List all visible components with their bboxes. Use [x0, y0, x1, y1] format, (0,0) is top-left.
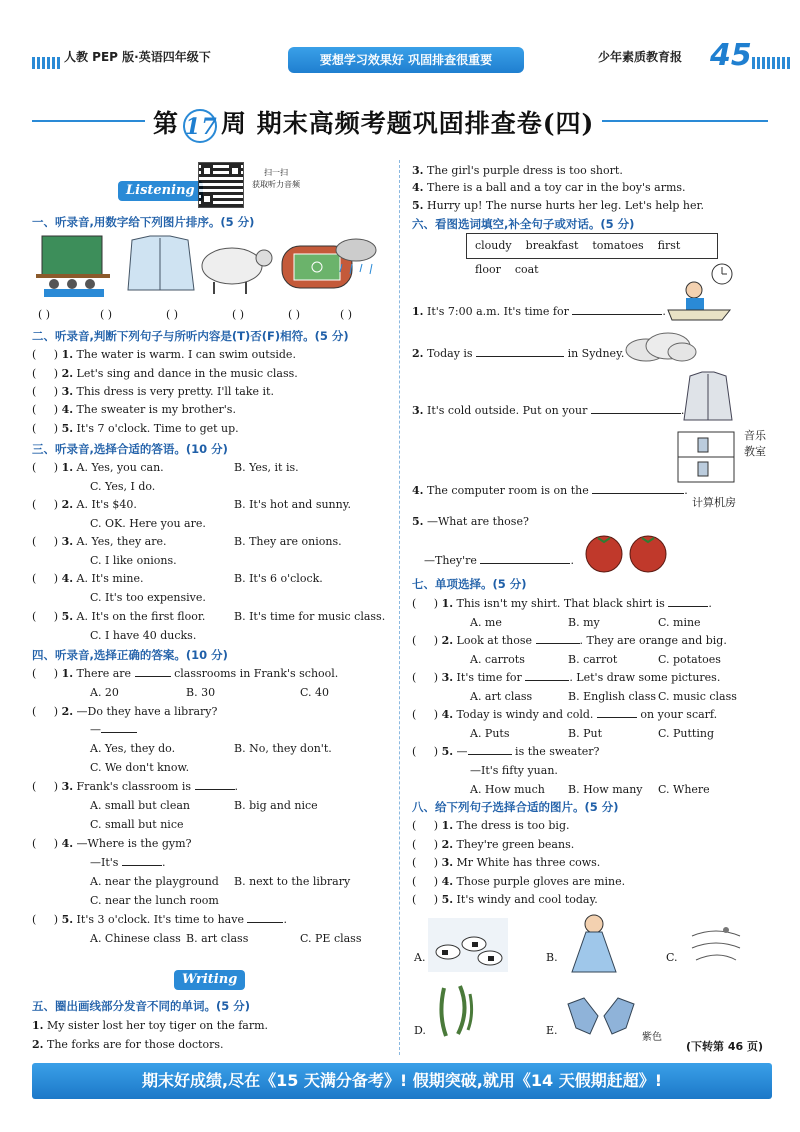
header-book-title: 人教 PEP 版·英语四年级下	[64, 50, 211, 64]
section-2-heading: 二、听录音,判断下列句子与所听内容是(T)否(F)相符。(5 分)	[32, 329, 349, 343]
s8-item: ( ) 1. The dress is too big.	[412, 819, 570, 832]
s7-q3-b: B. English class	[568, 690, 657, 703]
rain-picture	[332, 236, 384, 282]
s5-item: 2. The forks are for those doctors.	[32, 1038, 224, 1051]
cows-picture	[428, 918, 508, 972]
s6-item-5: 5. —What are those?	[412, 515, 529, 528]
s5-item: 1. My sister lost her toy tiger on the farm.	[32, 1019, 269, 1032]
qr-code[interactable]	[198, 162, 244, 208]
s6-item-4: 4. The computer room is on the .	[412, 484, 688, 497]
s6-item-3: 3. It's cold outside. Put on your .	[412, 404, 685, 417]
s7-q5-c: C. Where	[658, 783, 710, 796]
s7-q5-line2: —It's fifty yuan.	[470, 764, 558, 777]
column-divider	[399, 160, 400, 1055]
s5-item: 5. Hurry up! The nurse hurts her leg. Let's help her.	[412, 199, 705, 212]
s4-q2-blank: —	[90, 723, 137, 736]
s3-item-1: ( ) 1. A. Yes, you can.	[32, 461, 164, 474]
classroom-picture	[36, 236, 110, 297]
section-6-heading: 六、看图选词填空,补全句子或对话。(5 分)	[412, 217, 635, 231]
s8-item: ( ) 3. Mr White has three cows.	[412, 856, 601, 869]
s7-q3-c: C. music class	[658, 690, 737, 703]
s4-q4-b: B. next to the library	[234, 875, 351, 888]
s4-q4-blank: —It's .	[90, 856, 166, 869]
s3-item-3: ( ) 3. A. Yes, they are.	[32, 535, 167, 548]
s4-q1: ( ) 1. There are classrooms in Frank's school.	[32, 667, 339, 680]
s4-q1-c: C. 40	[300, 686, 330, 699]
s4-q2-b: B. No, they don't.	[234, 742, 332, 755]
s3-item-4-c: C. It's too expensive.	[90, 591, 206, 604]
s6-item-5-answer: —They're .	[424, 554, 574, 567]
purple-gloves-picture	[564, 994, 638, 1038]
s7-q3: ( ) 3. It's time for . Let's draw some pictures.	[412, 671, 721, 684]
s4-q5: ( ) 5. It's 3 o'clock. It's time to have .	[32, 913, 287, 926]
s4-q4-a: A. near the playground	[90, 875, 219, 888]
s3-item-2: ( ) 2. A. It's $40.	[32, 498, 137, 511]
s7-q5: ( ) 5. — is the sweater?	[412, 745, 600, 758]
section-3-heading: 三、听录音,选择合适的答语。(10 分)	[32, 442, 228, 456]
s3-item-3-c: C. I like onions.	[90, 554, 177, 567]
header-stripes-right	[752, 57, 792, 69]
option-label-b: B.	[546, 951, 558, 964]
s4-q2: ( ) 2. —Do they have a library?	[32, 705, 218, 718]
computer-room-label: 计算机房	[692, 496, 736, 509]
s3-item-1-c: C. Yes, I do.	[90, 480, 156, 493]
s7-q5-a: A. How much	[470, 783, 545, 796]
section-8-heading: 八、给下列句子选择合适的图片。(5 分)	[412, 800, 619, 814]
s5-item: 4. There is a ball and a toy car in the boy's arms.	[412, 181, 686, 194]
breakfast-boy-picture	[666, 262, 738, 322]
cloud-picture	[620, 330, 700, 364]
s7-q1-b: B. my	[568, 616, 600, 629]
s4-q5-c: C. PE class	[300, 932, 362, 945]
s4-q4: ( ) 4. —Where is the gym?	[32, 837, 192, 850]
s8-item: ( ) 5. It's windy and cool today.	[412, 893, 598, 906]
footer-banner: 期末好成绩,尽在《15 天满分备考》! 假期突破,就用《14 天假期赶超》!	[32, 1063, 772, 1099]
s1-paren-3[interactable]: ( )	[166, 308, 179, 321]
s7-q2-c: C. potatoes	[658, 653, 721, 666]
word-bank-item: tomatoes	[592, 239, 644, 252]
s6-item-2: 2. Today is in Sydney.	[412, 347, 625, 360]
s7-q2-b: B. carrot	[568, 653, 618, 666]
s3-item-5-b: B. It's time for music class.	[234, 610, 386, 623]
s5-item: 3. The girl's purple dress is too short.	[412, 164, 623, 177]
s1-paren-1[interactable]: ( )	[38, 308, 51, 321]
s7-q1-c: C. mine	[658, 616, 701, 629]
s8-item: ( ) 2. They're green beans.	[412, 838, 575, 851]
purple-note: 紫色	[642, 1032, 662, 1043]
option-label-d: D.	[414, 1024, 426, 1037]
s7-q4-b: B. Put	[568, 727, 602, 740]
s4-q4-c: C. near the lunch room	[90, 894, 219, 907]
word-bank-item: first floor	[475, 239, 681, 276]
s3-item-5: ( ) 5. A. It's on the first floor.	[32, 610, 206, 623]
jacket-picture	[128, 236, 194, 290]
s6-item-1: 1. It's 7:00 a.m. It's time for .	[412, 305, 666, 318]
s3-item-1-b: B. Yes, it is.	[234, 461, 299, 474]
s7-q4-a: A. Puts	[470, 727, 510, 740]
s7-q1-a: A. me	[470, 616, 502, 629]
page-title: 第 17 周 期末高频考题巩固排查卷(四)	[145, 104, 602, 143]
word-bank	[466, 233, 718, 276]
option-label-c: C.	[666, 951, 678, 964]
s2-item: ( ) 5. It's 7 o'clock. Time to get up.	[32, 422, 239, 435]
section-1-heading: 一、听录音,用数字给下列图片排序。(5 分)	[32, 215, 255, 229]
coat-picture	[680, 370, 736, 424]
s2-item: ( ) 2. Let's sing and dance in the music class.	[32, 367, 298, 380]
word-bank-item: cloudy	[475, 239, 512, 252]
s2-item: ( ) 1. The water is warm. I can swim outside.	[32, 348, 296, 361]
listening-pictures	[32, 232, 372, 300]
s3-item-4: ( ) 4. A. It's mine.	[32, 572, 144, 585]
s1-paren-4[interactable]: ( )	[232, 308, 245, 321]
page-number: 45	[710, 38, 752, 73]
sheep-picture	[202, 248, 272, 294]
section-7-heading: 七、单项选择。(5 分)	[412, 577, 527, 591]
s4-q3: ( ) 3. Frank's classroom is .	[32, 780, 239, 793]
header-slogan: 要想学习效果好 巩固排查很重要	[288, 47, 524, 73]
section-4-heading: 四、听录音,选择正确的答案。(10 分)	[32, 648, 228, 662]
s7-q1: ( ) 1. This isn't my shirt. That black shirt is .	[412, 597, 712, 610]
tomatoes-picture	[582, 530, 674, 574]
girl-dress-picture	[566, 912, 622, 974]
s4-q2-c: C. We don't know.	[90, 761, 190, 774]
building-picture	[676, 430, 740, 486]
s3-item-5-c: C. I have 40 ducks.	[90, 629, 197, 642]
continued-note: (下转第 46 页)	[686, 1040, 764, 1053]
s4-q2-a: A. Yes, they do.	[90, 742, 176, 755]
s7-q5-b: B. How many	[568, 783, 643, 796]
s8-item: ( ) 4. Those purple gloves are mine.	[412, 875, 626, 888]
option-label-e: E.	[546, 1024, 558, 1037]
option-label-a: A.	[414, 951, 426, 964]
section-5-heading: 五、圈出画线部分发音不同的单词。(5 分)	[32, 999, 251, 1013]
week-number-badge: 17	[183, 109, 217, 143]
header-newspaper-name: 少年素质教育报	[598, 50, 683, 64]
word-bank-item: coat	[514, 263, 539, 276]
music-room-label: 音乐教室	[744, 429, 766, 458]
s1-paren-5[interactable]: ( )	[288, 308, 301, 321]
word-bank-item: breakfast	[525, 239, 579, 252]
s3-item-2-b: B. It's hot and sunny.	[234, 498, 351, 511]
header-stripes-left	[32, 57, 60, 69]
s4-q3-c: C. small but nice	[90, 818, 184, 831]
s1-paren-2[interactable]: ( )	[100, 308, 113, 321]
s2-item: ( ) 4. The sweater is my brother's.	[32, 403, 236, 416]
s7-q2: ( ) 2. Look at those . They are orange and big.	[412, 634, 727, 647]
s2-item: ( ) 3. This dress is very pretty. I'll take it.	[32, 385, 274, 398]
listening-badge: Listening	[118, 181, 203, 201]
windy-picture	[686, 918, 746, 972]
s1-paren-6[interactable]: ( )	[340, 308, 353, 321]
s3-item-4-b: B. It's 6 o'clock.	[234, 572, 323, 585]
s3-item-2-c: C. OK. Here you are.	[90, 517, 206, 530]
green-beans-picture	[434, 984, 480, 1040]
s4-q5-a: A. Chinese class	[90, 932, 181, 945]
scan-hint: 扫一扫 获取听力音频	[252, 168, 300, 189]
s7-q4-c: C. Putting	[658, 727, 714, 740]
s7-q4: ( ) 4. Today is windy and cold. on your scarf.	[412, 708, 718, 721]
s7-q3-a: A. art class	[470, 690, 533, 703]
s4-q5-b: B. art class	[186, 932, 249, 945]
writing-badge: Writing	[174, 970, 245, 990]
s4-q1-a: A. 20	[90, 686, 119, 699]
s4-q3-b: B. big and nice	[234, 799, 318, 812]
s4-q1-b: B. 30	[186, 686, 216, 699]
s4-q3-a: A. small but clean	[90, 799, 190, 812]
s3-item-3-b: B. They are onions.	[234, 535, 342, 548]
s7-q2-a: A. carrots	[470, 653, 525, 666]
